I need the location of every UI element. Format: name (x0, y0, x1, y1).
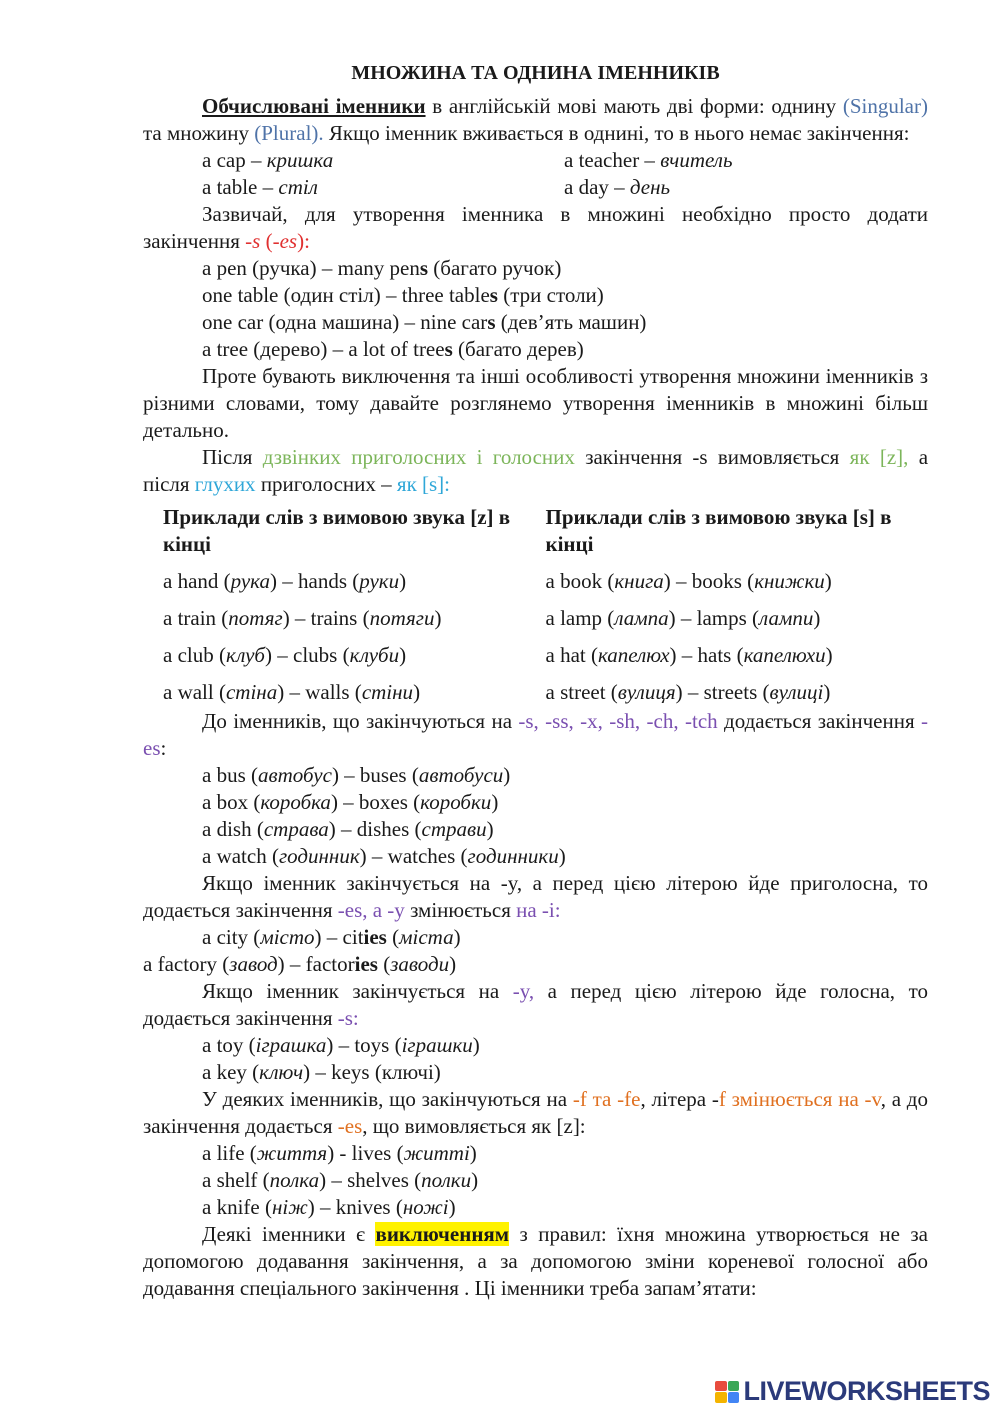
list-item: a knife (ніж) – knives (ножі) (202, 1195, 456, 1219)
example-en: a cap – (202, 148, 267, 172)
singular-examples (143, 147, 928, 201)
list-item: a city (місто) – cities (міста) (202, 925, 461, 949)
table-row: a lamp (лампа) – lamps (лампи) (545, 606, 821, 630)
list-item: one table (один стіл) – three tables (три столи) (202, 283, 604, 307)
table-row: a hat (капелюх) – hats (капелюхи) (545, 643, 833, 667)
list-item: a pen (ручка) – many pens (багато ручок) (202, 256, 562, 280)
list-item: a dish (страва) – dishes (страви) (202, 817, 494, 841)
singular-term: (Singular) (842, 94, 928, 118)
ending-s: -s (245, 229, 261, 253)
f-to-v: f змінюється на -v (718, 1087, 881, 1111)
singular-example-row (143, 174, 928, 201)
intro-text-3: Якщо іменник вживається в однині, то в нього немає закінчення: (323, 121, 910, 145)
ending-es: -es (337, 1114, 363, 1138)
example-en: a table – (202, 175, 279, 199)
example-ua: стіл (278, 175, 318, 199)
ending-es: -es (143, 709, 929, 760)
f-examples (143, 1140, 928, 1221)
rule-s-paragraph (143, 201, 928, 255)
table-row: a hand (рука) – hands (руки) (163, 569, 407, 593)
ending-i: на -i: (516, 898, 561, 922)
z-column-header: Приклади слів з вимовою звука [z] в кінці (163, 505, 511, 556)
list-item: a shelf (полка) – shelves (полки) (202, 1168, 479, 1192)
list-item: a watch (годинник) – watches (годинники) (202, 844, 566, 868)
rule-y-vowel: Якщо іменник закінчується на -y, а перед цією літерою йде голосна, то додається закінчення -s: (143, 979, 928, 1030)
list-item: a factory (завод) – factories (заводи) (143, 952, 457, 976)
ending-s: -s: (337, 1006, 359, 1030)
s-sound: як [s]: (396, 472, 451, 496)
ending-y: -y, (512, 979, 535, 1003)
example-en: a teacher – (564, 148, 661, 172)
intro-bold-term: Обчислювані іменники (202, 94, 426, 118)
table-row: a club (клуб) – clubs (клуби) (163, 643, 407, 667)
rule-es-paragraph: До іменників, що закінчуються на -s, -ss, -x, -sh, -ch, -tch додається закінчення -es: (143, 709, 929, 760)
intro-paragraph (143, 93, 928, 147)
example-en: a day – (564, 175, 630, 199)
list-item: one car (одна машина) – nine cars (дев’ять машин) (202, 310, 647, 334)
list-item: a bus (автобус) – buses (автобуси) (202, 763, 511, 787)
pronunciation-paragraph: Після дзвінких приголосних і голосних закінчення -s вимовляється як [z], а після глухих приголосних – як [s]: (143, 445, 929, 496)
ending-es-y: -es, а -y (337, 898, 405, 922)
s-column-header: Приклади слів з вимовою звука [s] в кінці (545, 505, 892, 556)
sound-table (163, 504, 928, 716)
ending-es: -es (272, 229, 298, 253)
z-sound-column (163, 504, 546, 716)
rule-y-consonant: Якщо іменник закінчується на -y, а перед цією літерою йде приголосна, то додається закінчення -es, а -y змінюється на -i: (143, 871, 928, 922)
intro-text-1: в англійській мові мають дві форми: однину (425, 94, 843, 118)
ending-f-fe: -f та -fe (572, 1087, 641, 1111)
logo-icon (715, 1381, 739, 1403)
list-item: a box (коробка) – boxes (коробки) (202, 790, 499, 814)
s-examples (143, 255, 928, 363)
list-item: a tree (дерево) – a lot of trees (багато дерев) (202, 337, 584, 361)
page-title: МНОЖИНА ТА ОДНИНА ІМЕННИКІВ (351, 62, 720, 84)
plural-term: (Plural). (254, 121, 324, 145)
table-row: a book (книга) – books (книжки) (545, 569, 832, 593)
rule-text: Зазвичай, для утворення іменника в множині необхідно просто додати закінчення (143, 202, 928, 253)
ies-examples (143, 924, 928, 978)
example-ua: кришка (266, 148, 334, 172)
rule-f-paragraph: У деяких іменників, що закінчуються на -f та -fe, літера -f змінюється на -v, а до закінчення додається -es, що вимовляється як [z]: (143, 1087, 928, 1138)
brand-text: LIVEWORKSHEETS (743, 1376, 990, 1406)
table-row: a wall (стіна) – walls (стіни) (163, 680, 421, 704)
ys-examples (143, 1032, 928, 1086)
liveworksheets-logo (715, 1376, 990, 1407)
list-item: a life (життя) - lives (житті) (202, 1141, 477, 1165)
list-item: a key (ключ) – keys (ключі) (202, 1060, 441, 1084)
example-ua: вчитель (660, 148, 733, 172)
endings-list: -s, -ss, -x, -sh, -ch, -tch (518, 709, 718, 733)
voiced-term: дзвінких приголосних і голосних (262, 445, 575, 469)
exceptions-intro: Проте бувають виключення та інші особливості утворення множини іменників з різними словами, тому давайте розглянемо утворення іменників в множині більш детально. (143, 364, 928, 442)
document-page (143, 60, 928, 1302)
table-row: a street (вулиця) – streets (вулиці) (545, 680, 831, 704)
table-row: a train (потяг) – trains (потяги) (163, 606, 442, 630)
singular-example-row (143, 147, 928, 174)
highlighted-term: виключенням (375, 1222, 510, 1246)
rule-text: ( (260, 229, 273, 253)
s-sound-column (546, 504, 929, 716)
rule-irregular-paragraph: Деякі іменники є виключенням з правил: їхня множина утворюється не за допомогою додавання закінчення, а за допомогою зміни кореневої голосної або додавання спеціального закінчення . Ці іменники треба запам’ятати: (143, 1222, 928, 1300)
example-ua: день (629, 175, 671, 199)
intro-text-2: та множину (143, 121, 255, 145)
voiceless-term: глухих (194, 472, 256, 496)
z-sound: як [z], (849, 445, 909, 469)
es-examples (143, 762, 928, 870)
list-item: a toy (іграшка) – toys (іграшки) (202, 1033, 480, 1057)
rule-text: ): (297, 229, 310, 253)
